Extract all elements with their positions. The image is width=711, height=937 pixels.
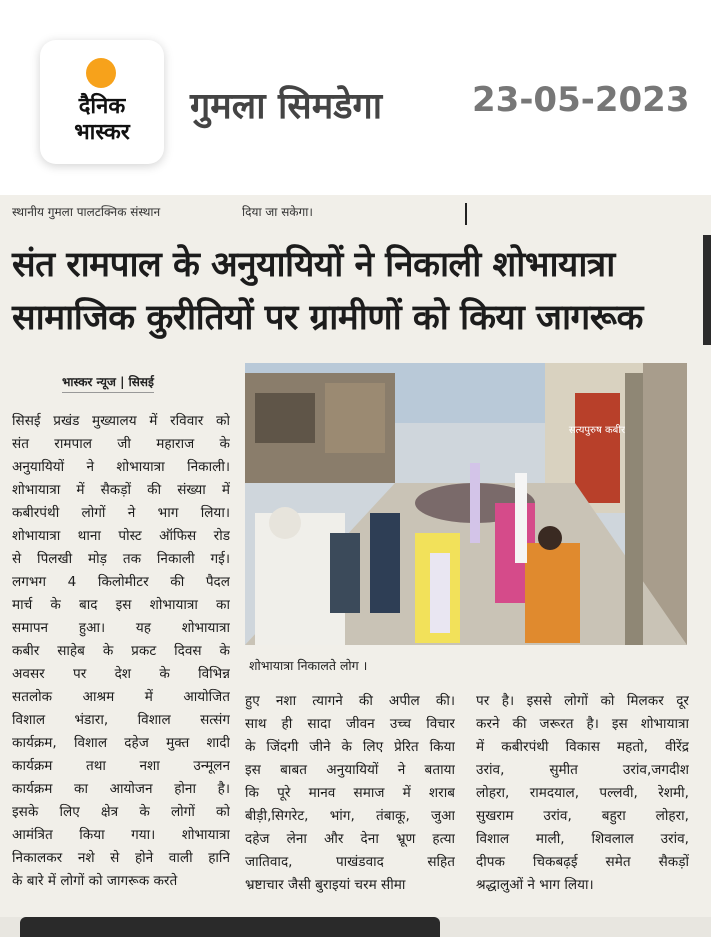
article-line: सतलोक आश्रम में आयोजित bbox=[12, 689, 230, 705]
article-line: साथ ही सादा जीवन उच्च विचार bbox=[245, 716, 455, 732]
article-line: लोहरा, रामदयाल, पल्लवी, रेशमी, bbox=[476, 785, 689, 801]
next-article-headline-fragment bbox=[20, 917, 440, 937]
article-line: के बारे में लोगों को जागरूक करते bbox=[12, 873, 178, 889]
headline-line1: संत रामपाल के अनुयायियों ने निकाली शोभायात्रा bbox=[12, 245, 615, 285]
article-line: पर है। इससे लोगों को मिलकर दूर bbox=[476, 693, 689, 709]
app-header bbox=[0, 0, 711, 180]
procession-photo bbox=[245, 363, 687, 645]
article-line: विशाल माली, शिवलाल उरांव, bbox=[476, 831, 689, 847]
article-line: कि पूरे मानव समाज में शराब bbox=[245, 785, 455, 801]
prev-article-fragment-right: दिया जा सकेगा। bbox=[242, 205, 313, 219]
article-line: श्रद्धालुओं ने भाग लिया। bbox=[476, 877, 594, 893]
article-line: विशाल भंडारा, विशाल सत्संग bbox=[12, 712, 230, 728]
article-line: भ्रष्टाचार जैसी बुराइयां चरम सीमा bbox=[245, 877, 406, 893]
column-divider bbox=[465, 203, 467, 225]
article-line: शोभायात्रा में सैकड़ों की संख्या में bbox=[12, 482, 230, 498]
byline: भास्कर न्यूज | सिसई bbox=[62, 373, 154, 393]
newspaper-clipping bbox=[0, 195, 711, 935]
article-line: अवसर पर देश के विभिन्न bbox=[12, 666, 230, 682]
article-line: निकालकर नशे से होने वाली हानि bbox=[12, 850, 230, 866]
article-column-1 bbox=[12, 410, 230, 893]
article-line: अनुयायियों ने शोभायात्रा निकाली। bbox=[12, 459, 230, 475]
dainik-bhaskar-logo[interactable] bbox=[40, 40, 164, 164]
article-line: आमंत्रित किया गया। शोभायात्रा bbox=[12, 827, 230, 843]
logo-text-line1: दैनिक bbox=[78, 93, 126, 119]
article-line: में कबीरपंथी विकास महतो, वीरेंद्र bbox=[476, 739, 689, 755]
photo-caption: शोभायात्रा निकालते लोग । bbox=[249, 658, 368, 673]
article-line: सिसई प्रखंड मुख्यालय में रविवार को bbox=[12, 413, 230, 429]
article-line: हुए नशा त्यागने की अपील की। bbox=[245, 693, 455, 709]
article-line: बीड़ी,सिगरेट, भांग, तंबाकू, जुआ bbox=[245, 808, 455, 824]
article-line: दहेज लेना और देना भ्रूण हत्या bbox=[245, 831, 455, 847]
article-line: मार्च के बाद इस शोभायात्रा का bbox=[12, 597, 230, 613]
article-line: उरांव, सुमीत उरांव,जगदीश bbox=[476, 762, 689, 778]
edition-date: 23-05-2023 bbox=[472, 80, 690, 120]
article-line: से पिलखी मोड़ तक निकाली गई। bbox=[12, 551, 230, 567]
article-line: लगभग 4 किलोमीटर की पैदल bbox=[12, 574, 230, 590]
article-line: इसके लिए क्षेत्र के लोगों को bbox=[12, 804, 230, 820]
logo-text-line2: भास्कर bbox=[74, 119, 130, 145]
banner-text: सत्यपुरुष कबीर bbox=[568, 425, 626, 436]
article-line: कबीरपंथी लोगों ने भाग लिया। bbox=[12, 505, 230, 521]
article-line: कबीर साहेब के प्रकट दिवस के bbox=[12, 643, 230, 659]
article-line: शोभायात्रा थाना पोस्ट ऑफिस रोड bbox=[12, 528, 230, 544]
article-line: कार्यक्रम, विशाल दहेज मुक्त शादी bbox=[12, 735, 230, 751]
article-line: के जिंदगी जीने के लिए प्रेरित किया bbox=[245, 739, 455, 755]
article-line: कार्यक्रम तथा नशा उन्मूलन bbox=[12, 758, 230, 774]
article-line: संत रामपाल जी महाराज के bbox=[12, 436, 230, 452]
article-line: दीपक चिकबढ़ई समेत सैकड़ों bbox=[476, 854, 689, 870]
article-column-3 bbox=[476, 690, 689, 897]
article-line: समापन हुआ। यह शोभायात्रा bbox=[12, 620, 230, 636]
news-photo bbox=[245, 363, 687, 645]
article-column-2 bbox=[245, 690, 455, 897]
headline-line2: सामाजिक कुरीतियों पर ग्रामीणों को किया जागरूक bbox=[12, 298, 643, 338]
article-line: कार्यक्रम का आयोजन होना है। bbox=[12, 781, 230, 797]
article-line: सुखराम उरांव, बहुरा लोहरा, bbox=[476, 808, 689, 824]
prev-article-fragment-left: स्थानीय गुमला पालटक्निक संस्थान bbox=[12, 205, 161, 219]
article-line: इस बाबत अनुयायियों ने बताया bbox=[245, 762, 455, 778]
sun-icon bbox=[86, 58, 116, 88]
article-line: जातिवाद, पाखंडवाद सहित bbox=[245, 854, 455, 870]
edition-title: गुमला सिमडेगा bbox=[190, 86, 383, 127]
article-line: करने की जरूरत है। इस शोभायात्रा bbox=[476, 716, 689, 732]
adjacent-article-edge bbox=[703, 235, 711, 345]
